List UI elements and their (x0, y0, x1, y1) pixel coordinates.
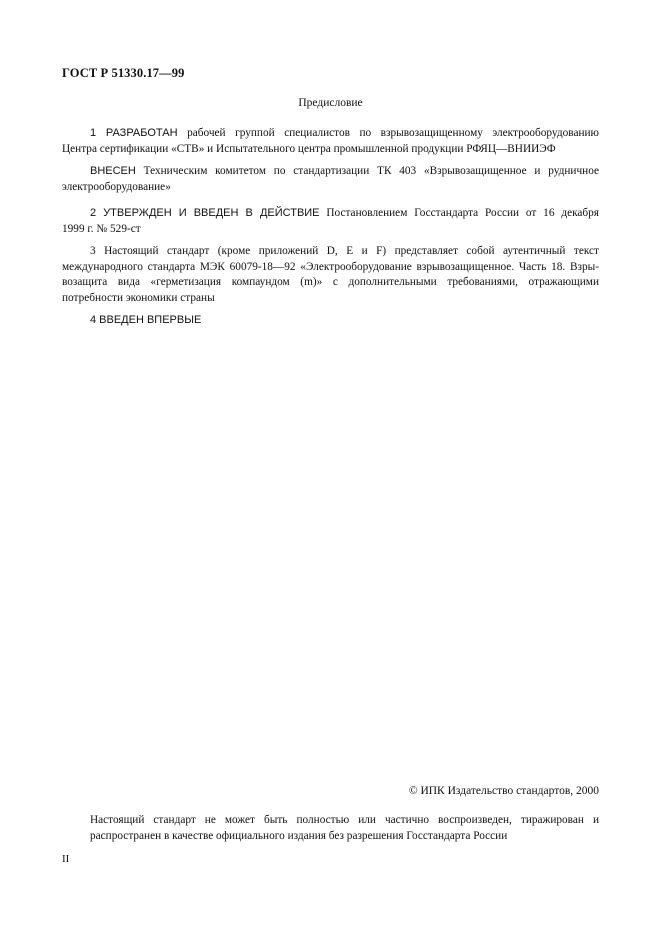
paragraph-line: возащита вида «герметизация компаундом (m)» с дополнительными требованиями, отражающими (62, 276, 599, 288)
preface-item-authentic-text (62, 244, 599, 306)
item-text: Постановлением Госстандарта России от 16 декабря (319, 207, 600, 219)
preface-title: Предисловие (298, 97, 363, 109)
item-lead: 4 ВВЕДЕН ВПЕРВЫЕ (90, 314, 202, 326)
page-number: II (62, 853, 70, 865)
item-text: рабочей группой специалистов по взрывозащищенному электрооборудованию (177, 127, 599, 139)
preface-item-developed (62, 126, 599, 157)
paragraph-line: Центра сертификации «СТВ» и Испытательного центра промышленной продукции РФЯЦ—ВНИИЭФ (62, 142, 556, 155)
paragraph-line: международного стандарта МЭК 60079-18—92 «Электрооборудование взрывозащищенное. Часть 18. Взры- (62, 260, 599, 273)
paragraph-line: потребности экономики страны (62, 291, 215, 304)
reproduction-notice (62, 813, 599, 844)
paragraph-line (62, 313, 599, 329)
paragraph-line: распространен в качестве официального издания без разрешения Госстандарта России (90, 829, 508, 842)
paragraph-line (62, 164, 599, 180)
item-lead: ВНЕСЕН (90, 165, 136, 177)
paragraph-line: электрооборудование» (62, 180, 171, 193)
paragraph-line: Настоящий стандарт не может быть полностью или частично воспроизведен, тиражирован и (90, 814, 599, 826)
item-lead: 1 РАЗРАБОТАН (90, 127, 178, 139)
document-code: ГОСТ Р 51330.17—99 (62, 66, 185, 80)
paragraph-line: 1999 г. № 529-ст (62, 222, 141, 235)
paragraph-line (62, 206, 599, 222)
preface-item-introduced (62, 313, 599, 329)
preface-item-submitted (62, 164, 599, 195)
item-text: Техническим комитетом по стандартизации ТК 403 «Взрывозащищенное и рудничное (135, 165, 599, 177)
preface-item-approved (62, 206, 599, 237)
item-lead: 2 УТВЕРЖДЕН И ВВЕДЕН В ДЕЙСТВИЕ (90, 207, 320, 219)
paragraph-line: 3 Настоящий стандарт (кроме приложений D, E и F) представляет собой аутентичный текст (90, 245, 599, 257)
copyright-notice: © ИПК Издательство стандартов, 2000 (408, 785, 599, 797)
paragraph-line (62, 126, 599, 142)
